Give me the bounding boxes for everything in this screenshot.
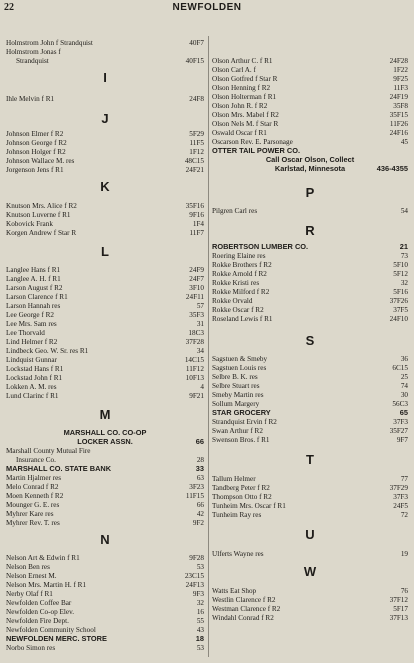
listing-phone: 6C15 — [392, 364, 408, 372]
listing-phone: 56C3 — [392, 400, 408, 408]
listing-name: Roseland Lewis f R1 — [212, 315, 273, 323]
listing-row — [212, 314, 408, 324]
listing-phone: 66 — [195, 437, 204, 446]
listing-phone: 11F7 — [189, 229, 204, 237]
listing-phone: 25 — [400, 373, 408, 381]
listing-phone: 436-4355 — [376, 164, 408, 173]
listing-name: Ihle Melvin f R1 — [6, 95, 55, 103]
section-letter: P — [305, 185, 315, 200]
listing-phone: 40F15 — [185, 57, 204, 65]
listing-name: Olson John R. f R2 — [212, 102, 268, 110]
listing-name: Call Oscar Olson, Collect — [265, 155, 355, 164]
listing-name: Olson Carl A. f — [212, 66, 256, 74]
listing-phone: 18 — [195, 634, 204, 643]
listing-name: Rokke Oscar f R2 — [212, 306, 264, 314]
listing-phone: 24F21 — [185, 166, 204, 174]
listing-row — [212, 164, 408, 174]
listing-name: Lockstad John f R1 — [6, 374, 63, 382]
listing-phone: 53 — [196, 644, 204, 652]
listing-name: Windahl Conrad f R2 — [212, 614, 274, 622]
listing-phone: 37F5 — [393, 306, 408, 314]
listing-name: Rokke Milford f R2 — [212, 288, 270, 296]
listing-name: Olson Holterman f R1 — [212, 93, 277, 101]
listing-phone: 37F26 — [389, 297, 408, 305]
listing-name: Martin Hjalmer res — [6, 474, 62, 482]
listing-phone: 5F10 — [393, 261, 408, 269]
listing-name: ROBERTSON LUMBER CO. — [212, 242, 309, 251]
listing-name: Johnson Holger f R2 — [6, 148, 66, 156]
listing-row — [212, 549, 408, 559]
listing-name: Marshall County Mutual Fire — [6, 447, 91, 455]
page-header — [4, 2, 410, 16]
listing-phone: 24F8 — [189, 95, 204, 103]
listing-name: LOCKER ASSN. — [77, 437, 133, 446]
listing-phone: 1F22 — [393, 66, 408, 74]
listing-name: Olson Henning f R2 — [212, 84, 271, 92]
listing-name: Selbre Stuart res — [212, 382, 260, 390]
section-letter: J — [101, 111, 109, 126]
listing-name: NEWFOLDEN MERC. STORE — [6, 634, 107, 643]
listing-phone: 32 — [196, 599, 204, 607]
listing-name: Thompson Otto f R2 — [212, 493, 272, 501]
listing-name: Johnson Wallace M. res — [6, 157, 75, 165]
listing-name: Karlstad, Minnesota — [274, 164, 346, 173]
section-letter: U — [305, 527, 315, 542]
listing-name: Melo Conrad f R2 — [6, 483, 59, 491]
listing-name: Oscarson Rev. E. Parsonage — [212, 138, 293, 146]
listing-name: Swan Arthur f R2 — [212, 427, 263, 435]
listing-phone: 77 — [400, 475, 408, 483]
page-title: NEWFOLDEN — [172, 2, 242, 13]
listing-name: Nelson Ernest M. — [6, 572, 57, 580]
listing-name: Jorgenson Jens f R1 — [6, 166, 64, 174]
listing-name: MARSHALL CO. CO-OP — [63, 428, 147, 437]
listing-phone: 74 — [400, 382, 408, 390]
listing-phone: 35F8 — [393, 102, 408, 110]
listing-name: Nelson Ben res — [6, 563, 50, 571]
listing-phone: 24F16 — [389, 129, 408, 137]
listing-phone: 19 — [400, 550, 408, 558]
listing-phone: 34 — [196, 347, 204, 355]
listing-name: Nerby Olaf f R1 — [6, 590, 53, 598]
listing-name: Strandquist Ervin f R2 — [212, 418, 277, 426]
listing-name: Rokke Arnold f R2 — [212, 270, 267, 278]
listing-name: Sagstuen & Smeby — [212, 355, 268, 363]
listing-phone: 65 — [399, 408, 408, 417]
listing-phone: 10F13 — [185, 374, 204, 382]
listing-phone: 35F15 — [389, 111, 408, 119]
listing-phone: 45 — [400, 138, 408, 146]
listing-row — [6, 391, 204, 401]
listing-name: OTTER TAIL POWER CO. — [212, 146, 301, 155]
listing-name: Holmstrom Jonas f — [6, 48, 61, 56]
listing-row — [212, 435, 408, 445]
listing-phone: 35F3 — [189, 311, 204, 319]
listing-row — [6, 643, 204, 653]
listing-phone: 31 — [196, 320, 204, 328]
listing-name: Tallum Helmer — [212, 475, 256, 483]
listing-name: Moen Kenneth f R2 — [6, 492, 64, 500]
listing-name: Watts Eat Shop — [212, 587, 257, 595]
listing-phone: 24F9 — [189, 266, 204, 274]
listing-name: Tunheim Mrs. Oscar f R1 — [212, 502, 286, 510]
listing-name: Olson Mrs. Mabel f R2 — [212, 111, 279, 119]
listing-name: Rokke Orvald — [212, 297, 253, 305]
listing-phone: 3F23 — [189, 483, 204, 491]
listing-name: Kobovick Frank — [6, 220, 53, 228]
listing-phone: 9F2 — [192, 519, 204, 527]
listing-phone: 76 — [400, 587, 408, 595]
listing-phone: 54 — [400, 207, 408, 215]
listing-name: Lindbeck Geo. W. Sr. res R1 — [6, 347, 89, 355]
section-letter: K — [100, 179, 110, 194]
listing-phone: 5F16 — [393, 288, 408, 296]
listing-name: Knutson Mrs. Alice f R2 — [6, 202, 77, 210]
listing-name: Mounger G. E. res — [6, 501, 60, 509]
listing-phone: 42 — [196, 510, 204, 518]
listing-name: Tunheim Ray res — [212, 511, 262, 519]
listing-phone: 9F7 — [396, 436, 408, 444]
listing-name: Lind Helmer f R2 — [6, 338, 58, 346]
listing-name: Newfolden Coffee Bar — [6, 599, 72, 607]
listing-name: Norbo Simon res — [6, 644, 56, 652]
listing-name: Lund Clarinc f R1 — [6, 392, 59, 400]
listing-phone: 24F10 — [389, 315, 408, 323]
listing-name: Olson Arthur C. f R1 — [212, 57, 273, 65]
listing-name: Myhrer Kare res — [6, 510, 54, 518]
listing-phone: 37F12 — [389, 596, 408, 604]
listing-phone: 11F12 — [185, 365, 204, 373]
listing-phone: 9F25 — [393, 75, 408, 83]
listing-name: Sagstuen Louis res — [212, 364, 267, 372]
listing-phone: 9F3 — [192, 590, 204, 598]
listing-name: Rokke Kristi res — [212, 279, 260, 287]
listing-name: Lee Mrs. Sam res — [6, 320, 57, 328]
listing-name: Nelson Mrs. Martin H. f R1 — [6, 581, 87, 589]
listing-row — [6, 56, 204, 66]
listing-phone: 21 — [399, 242, 408, 251]
listing-name: Langlee A. H. f R1 — [6, 275, 61, 283]
listing-name: Pilgren Carl res — [212, 207, 258, 215]
listing-phone: 53 — [196, 563, 204, 571]
listing-name: MARSHALL CO. STATE BANK — [6, 464, 112, 473]
listing-phone: 11F15 — [185, 492, 204, 500]
listing-name: Westman Clarence f R2 — [212, 605, 281, 613]
listing-phone: 28 — [196, 456, 204, 464]
section-letter: S — [305, 333, 315, 348]
listing-phone: 9F28 — [189, 554, 204, 562]
section-letter: L — [101, 244, 109, 259]
listing-phone: 37F29 — [389, 484, 408, 492]
listing-name: Johnson Elmer f R2 — [6, 130, 64, 138]
listing-phone: 11F3 — [393, 84, 408, 92]
listing-name: Lindquist Gunnar — [6, 356, 57, 364]
listing-name: Larson Hannah res — [6, 302, 61, 310]
listing-name: Myhrer Rev. T. res — [6, 519, 60, 527]
listing-name: Knutson Luverne f R1 — [6, 211, 71, 219]
listing-phone: 73 — [400, 252, 408, 260]
listing-phone: 35F27 — [389, 427, 408, 435]
section-letter: T — [306, 452, 314, 467]
listing-name: Ulferts Wayne res — [212, 550, 264, 558]
listing-name: Strandquist — [16, 57, 49, 65]
listing-name: Lokken A. M. res — [6, 383, 57, 391]
listing-phone: 32 — [400, 279, 408, 287]
listing-name: Insurance Co. — [16, 456, 56, 464]
listing-name: Tandberg Peter f R2 — [212, 484, 270, 492]
section-letter: I — [103, 70, 107, 85]
listing-phone: 37F3 — [393, 493, 408, 501]
listing-phone: 24F11 — [185, 293, 204, 301]
listing-row — [6, 165, 204, 175]
listing-name: Rokke Brothers f R2 — [212, 261, 272, 269]
listing-name: Johnson George f R2 — [6, 139, 67, 147]
page-number: 22 — [4, 2, 14, 13]
listing-name: Olson Nels M. f Star R — [212, 120, 279, 128]
listing-phone: 14C15 — [184, 356, 204, 364]
listing-phone: 9F21 — [189, 392, 204, 400]
listing-phone: 57 — [196, 302, 204, 310]
listing-name: Lockstad Hans f R1 — [6, 365, 64, 373]
listing-phone: 11F5 — [189, 139, 204, 147]
listing-row — [212, 206, 408, 216]
listing-phone: 48C15 — [184, 157, 204, 165]
listing-phone: 5F17 — [393, 605, 408, 613]
listing-phone: 24F7 — [189, 275, 204, 283]
listing-phone: 55 — [196, 617, 204, 625]
listing-phone: 24F19 — [389, 93, 408, 101]
listing-phone: 40F7 — [189, 39, 204, 47]
section-letter: R — [305, 223, 315, 238]
listing-phone: 37F13 — [389, 614, 408, 622]
section-letter: W — [303, 564, 317, 579]
listing-phone: 35F16 — [185, 202, 204, 210]
listing-name: Oswald Oscar f R1 — [212, 129, 267, 137]
listing-name: Larson Clarence f R1 — [6, 293, 68, 301]
listing-phone: 72 — [400, 511, 408, 519]
listing-phone: 30 — [400, 391, 408, 399]
listing-name: Langlee Hans f R1 — [6, 266, 61, 274]
column-divider — [208, 36, 209, 657]
listing-phone: 18C3 — [188, 329, 204, 337]
listing-row — [212, 510, 408, 520]
section-letter: N — [100, 532, 110, 547]
listing-name: Sollum Margery — [212, 400, 260, 408]
listing-phone: 3F10 — [189, 284, 204, 292]
listing-phone: 37F28 — [185, 338, 204, 346]
listing-phone: 1F4 — [192, 220, 204, 228]
listing-name: Selbre B. K. res — [212, 373, 258, 381]
listing-phone: 33 — [195, 464, 204, 473]
listing-phone: 37F3 — [393, 418, 408, 426]
section-letter: M — [99, 407, 111, 422]
listing-phone: 11F26 — [389, 120, 408, 128]
listing-name: Lee Thorvald — [6, 329, 45, 337]
listing-phone: 24F28 — [389, 57, 408, 65]
listing-phone: 4 — [200, 383, 204, 391]
listing-row — [6, 94, 204, 104]
listing-name: Smeby Martin res — [212, 391, 264, 399]
listing-name: Newfolden Community School — [6, 626, 96, 634]
listing-name: Larson August f R2 — [6, 284, 63, 292]
listing-phone: 23C15 — [184, 572, 204, 580]
listing-row — [6, 228, 204, 238]
listing-name: Swenson Bros. f R1 — [212, 436, 270, 444]
listing-phone: 16 — [196, 608, 204, 616]
listing-phone: 63 — [196, 474, 204, 482]
listing-name: Korgen Andrew f Star R — [6, 229, 77, 237]
listing-phone: 5F29 — [189, 130, 204, 138]
listing-name: Newfolden Fire Dept. — [6, 617, 69, 625]
listing-phone: 9F16 — [189, 211, 204, 219]
listing-phone: 43 — [196, 626, 204, 634]
listing-phone: 1F12 — [189, 148, 204, 156]
listing-name: Westlin Clarence f R2 — [212, 596, 276, 604]
listing-phone: 66 — [196, 501, 204, 509]
listing-phone: 5F12 — [393, 270, 408, 278]
listing-phone: 36 — [400, 355, 408, 363]
listing-name: Newfolden Co-op Elev. — [6, 608, 74, 616]
listing-row — [212, 613, 408, 623]
listing-name: Nelson Art & Edwin f R1 — [6, 554, 80, 562]
listing-name: Olson Gotfred f Star R — [212, 75, 278, 83]
listing-row — [6, 518, 204, 528]
listing-name: Roering Elaine res — [212, 252, 266, 260]
listing-name: Lee George f R2 — [6, 311, 54, 319]
listing-name: Holmstrom John f Strandquist — [6, 39, 93, 47]
listing-phone: 24F13 — [185, 581, 204, 589]
listing-phone: 24F5 — [393, 502, 408, 510]
listing-name: STAR GROCERY — [212, 408, 271, 417]
